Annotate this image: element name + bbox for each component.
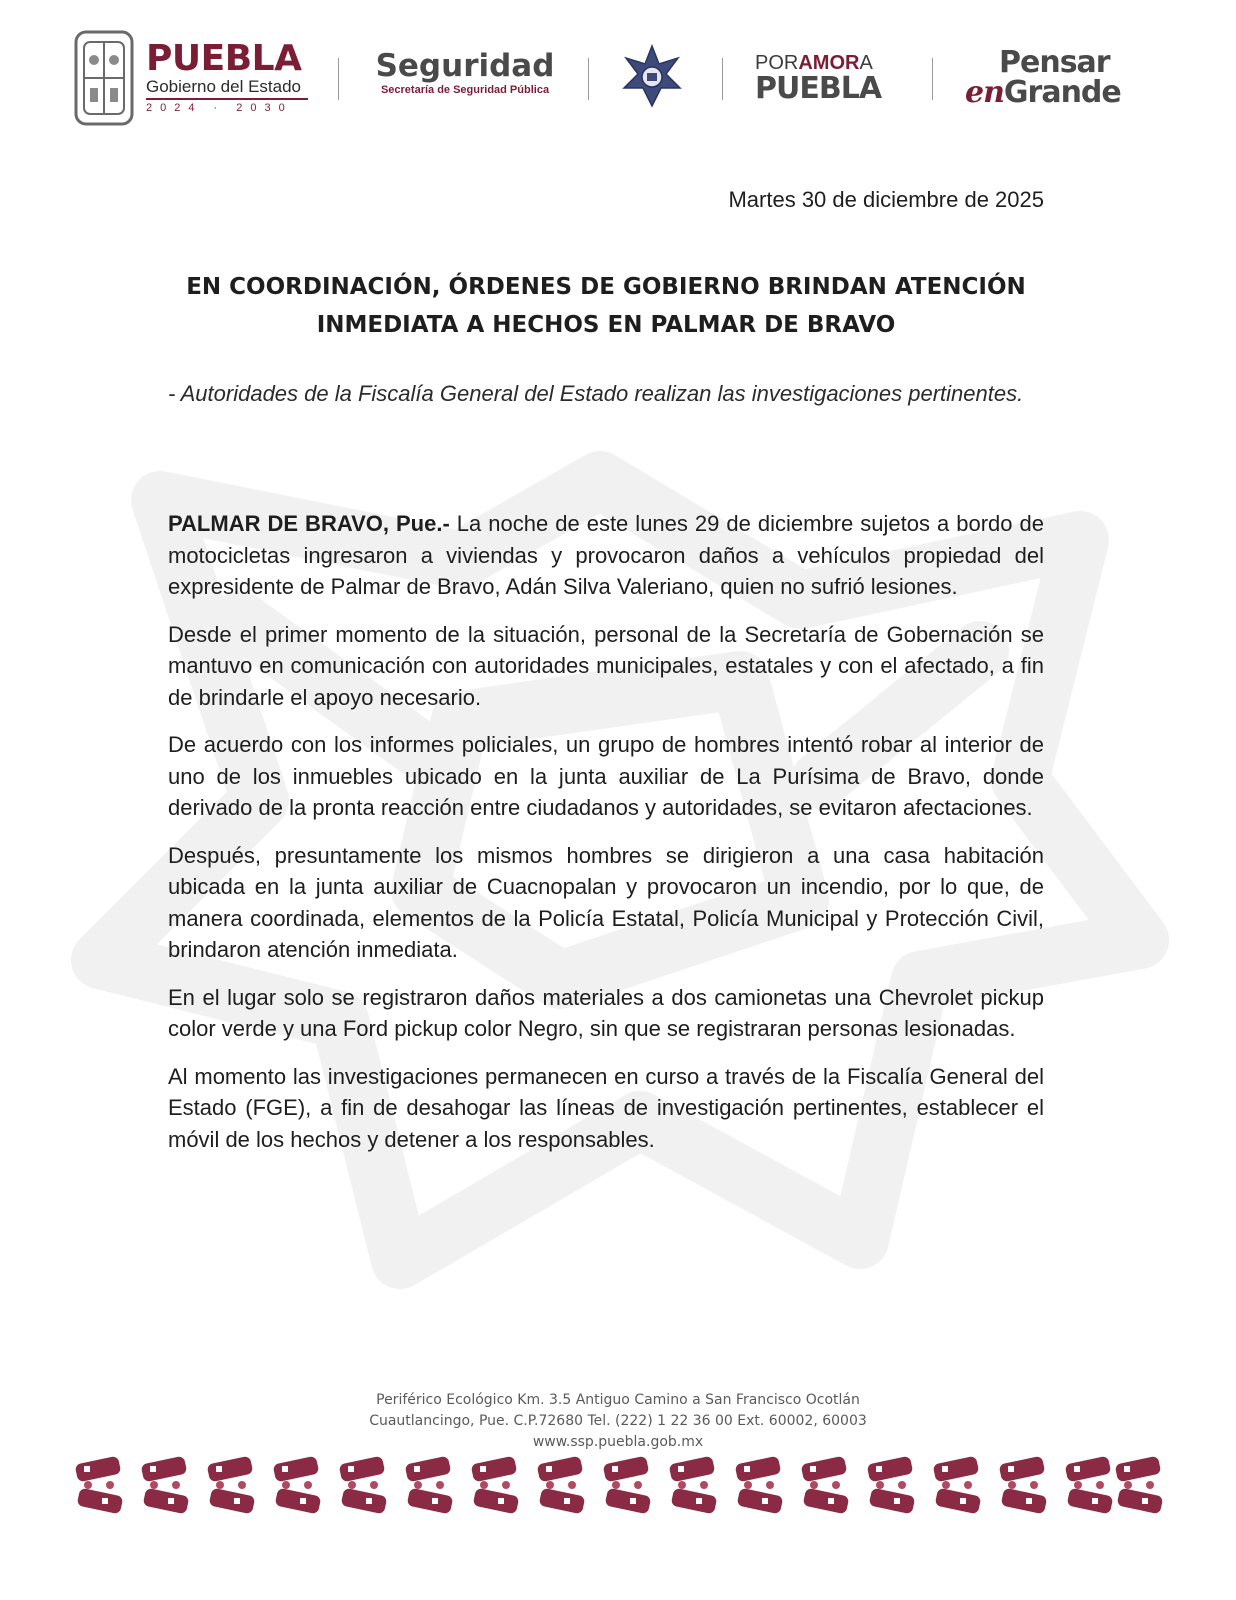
coat-of-arms-icon xyxy=(72,28,136,128)
dateline: PALMAR DE BRAVO, Pue.- xyxy=(168,511,450,536)
puebla-logo-word: PUEBLA xyxy=(146,38,302,79)
footer-address-line: Cuautlancingo, Pue. C.P.72680 Tel. (222) 1 22 36 00 Ext. 60002, 60003 xyxy=(369,1413,867,1429)
release-subtitle: - Autoridades de la Fiscalía General del Estado realizan las investigaciones pertinentes. xyxy=(168,381,1024,406)
en-word: en xyxy=(965,75,1004,110)
amor-text: AMOR xyxy=(798,52,860,74)
release-date: Martes 30 de diciembre de 2025 xyxy=(728,187,1044,212)
header-divider xyxy=(338,58,339,100)
amor-puebla-word: PUEBLA xyxy=(755,71,882,106)
puebla-logo-years: 2024 · 2030 xyxy=(146,102,293,114)
body-paragraph: De acuerdo con los informes policiales, un grupo de hombres intentó robar al interior de uno de los inmuebles ubicado en la junta auxiliar de La Purísima de Bravo, donde derivado de la pronta reacción entre ciudadanos y autoridades, se evitaron afectaciones. xyxy=(168,732,1044,820)
release-title xyxy=(158,268,1054,344)
body-paragraph: Al momento las investigaciones permanecen en curso a través de la Fiscalía General del Estado (FGE), a fin de desahogar las líneas de investigación pertinentes, establecer el móvil de los hechos y detener a los responsables. xyxy=(168,1063,1044,1152)
release-title-line: INMEDIATA A HECHOS EN PALMAR DE BRAVO xyxy=(316,312,896,338)
puebla-logo-subtitle: Gobierno del Estado xyxy=(146,78,308,100)
footer-website[interactable]: www.ssp.puebla.gob.mx xyxy=(532,1434,704,1450)
puebla-logo xyxy=(146,40,316,114)
letterhead xyxy=(0,0,1236,150)
header-divider xyxy=(722,58,723,100)
police-star-icon xyxy=(620,44,684,108)
pensar-en-grande-logo xyxy=(965,45,1145,110)
paragraph-text: La noche de este lunes 29 de diciembre sujetos a bordo de motocicletas ingresaron a viviendas y provocaron daños a vehículos propiedad del expresidente de Palmar de Bravo, Adán Silva Valeriano, quien no sufrió lesiones. xyxy=(168,511,1044,599)
seguridad-logo xyxy=(370,48,560,96)
body-paragraph: Después, presuntamente los mismos hombres se dirigieron a una casa habitación ubicada en la junta auxiliar de Cuacnopalan y provocaron un incendio, por lo que, de manera coordinada, elementos de la Policía Estatal, Policía Municipal y Protección Civil, brindaron atención inmediata. xyxy=(168,842,1044,962)
grande-word: Grande xyxy=(1003,75,1121,110)
seguridad-logo-word: Seguridad xyxy=(375,48,555,84)
footer-address-line: Periférico Ecológico Km. 3.5 Antiguo Camino a San Francisco Ocotlán xyxy=(376,1392,860,1408)
en-grande-line xyxy=(965,75,1145,110)
release-title-line: EN COORDINACIÓN, ÓRDENES DE GOBIERNO BRINDAN ATENCIÓN xyxy=(186,274,1026,300)
a-text: A xyxy=(859,52,873,74)
seguridad-logo-subtitle: Secretaría de Seguridad Pública xyxy=(380,84,550,96)
footer-address xyxy=(0,1390,1236,1453)
decorative-pattern-band xyxy=(70,1452,1166,1522)
body-paragraph: En el lugar solo se registraron daños materiales a dos camionetas una Chevrolet pickup color verde y una Ford pickup color Negro, sin que se registraran personas lesionadas. xyxy=(168,984,1044,1041)
por-amor-a-puebla-logo xyxy=(755,52,905,104)
por-text: POR xyxy=(755,52,799,74)
body-paragraph xyxy=(168,508,1044,603)
pensar-word: Pensar xyxy=(999,45,1110,80)
header-divider xyxy=(588,58,589,100)
header-divider xyxy=(932,58,933,100)
release-body xyxy=(168,508,1044,1171)
body-paragraph: Desde el primer momento de la situación, personal de la Secretaría de Gobernación se mantuvo en comunicación con autoridades municipales, estatales y con el afectado, a fin de brindarle el apoyo necesario. xyxy=(168,621,1044,710)
